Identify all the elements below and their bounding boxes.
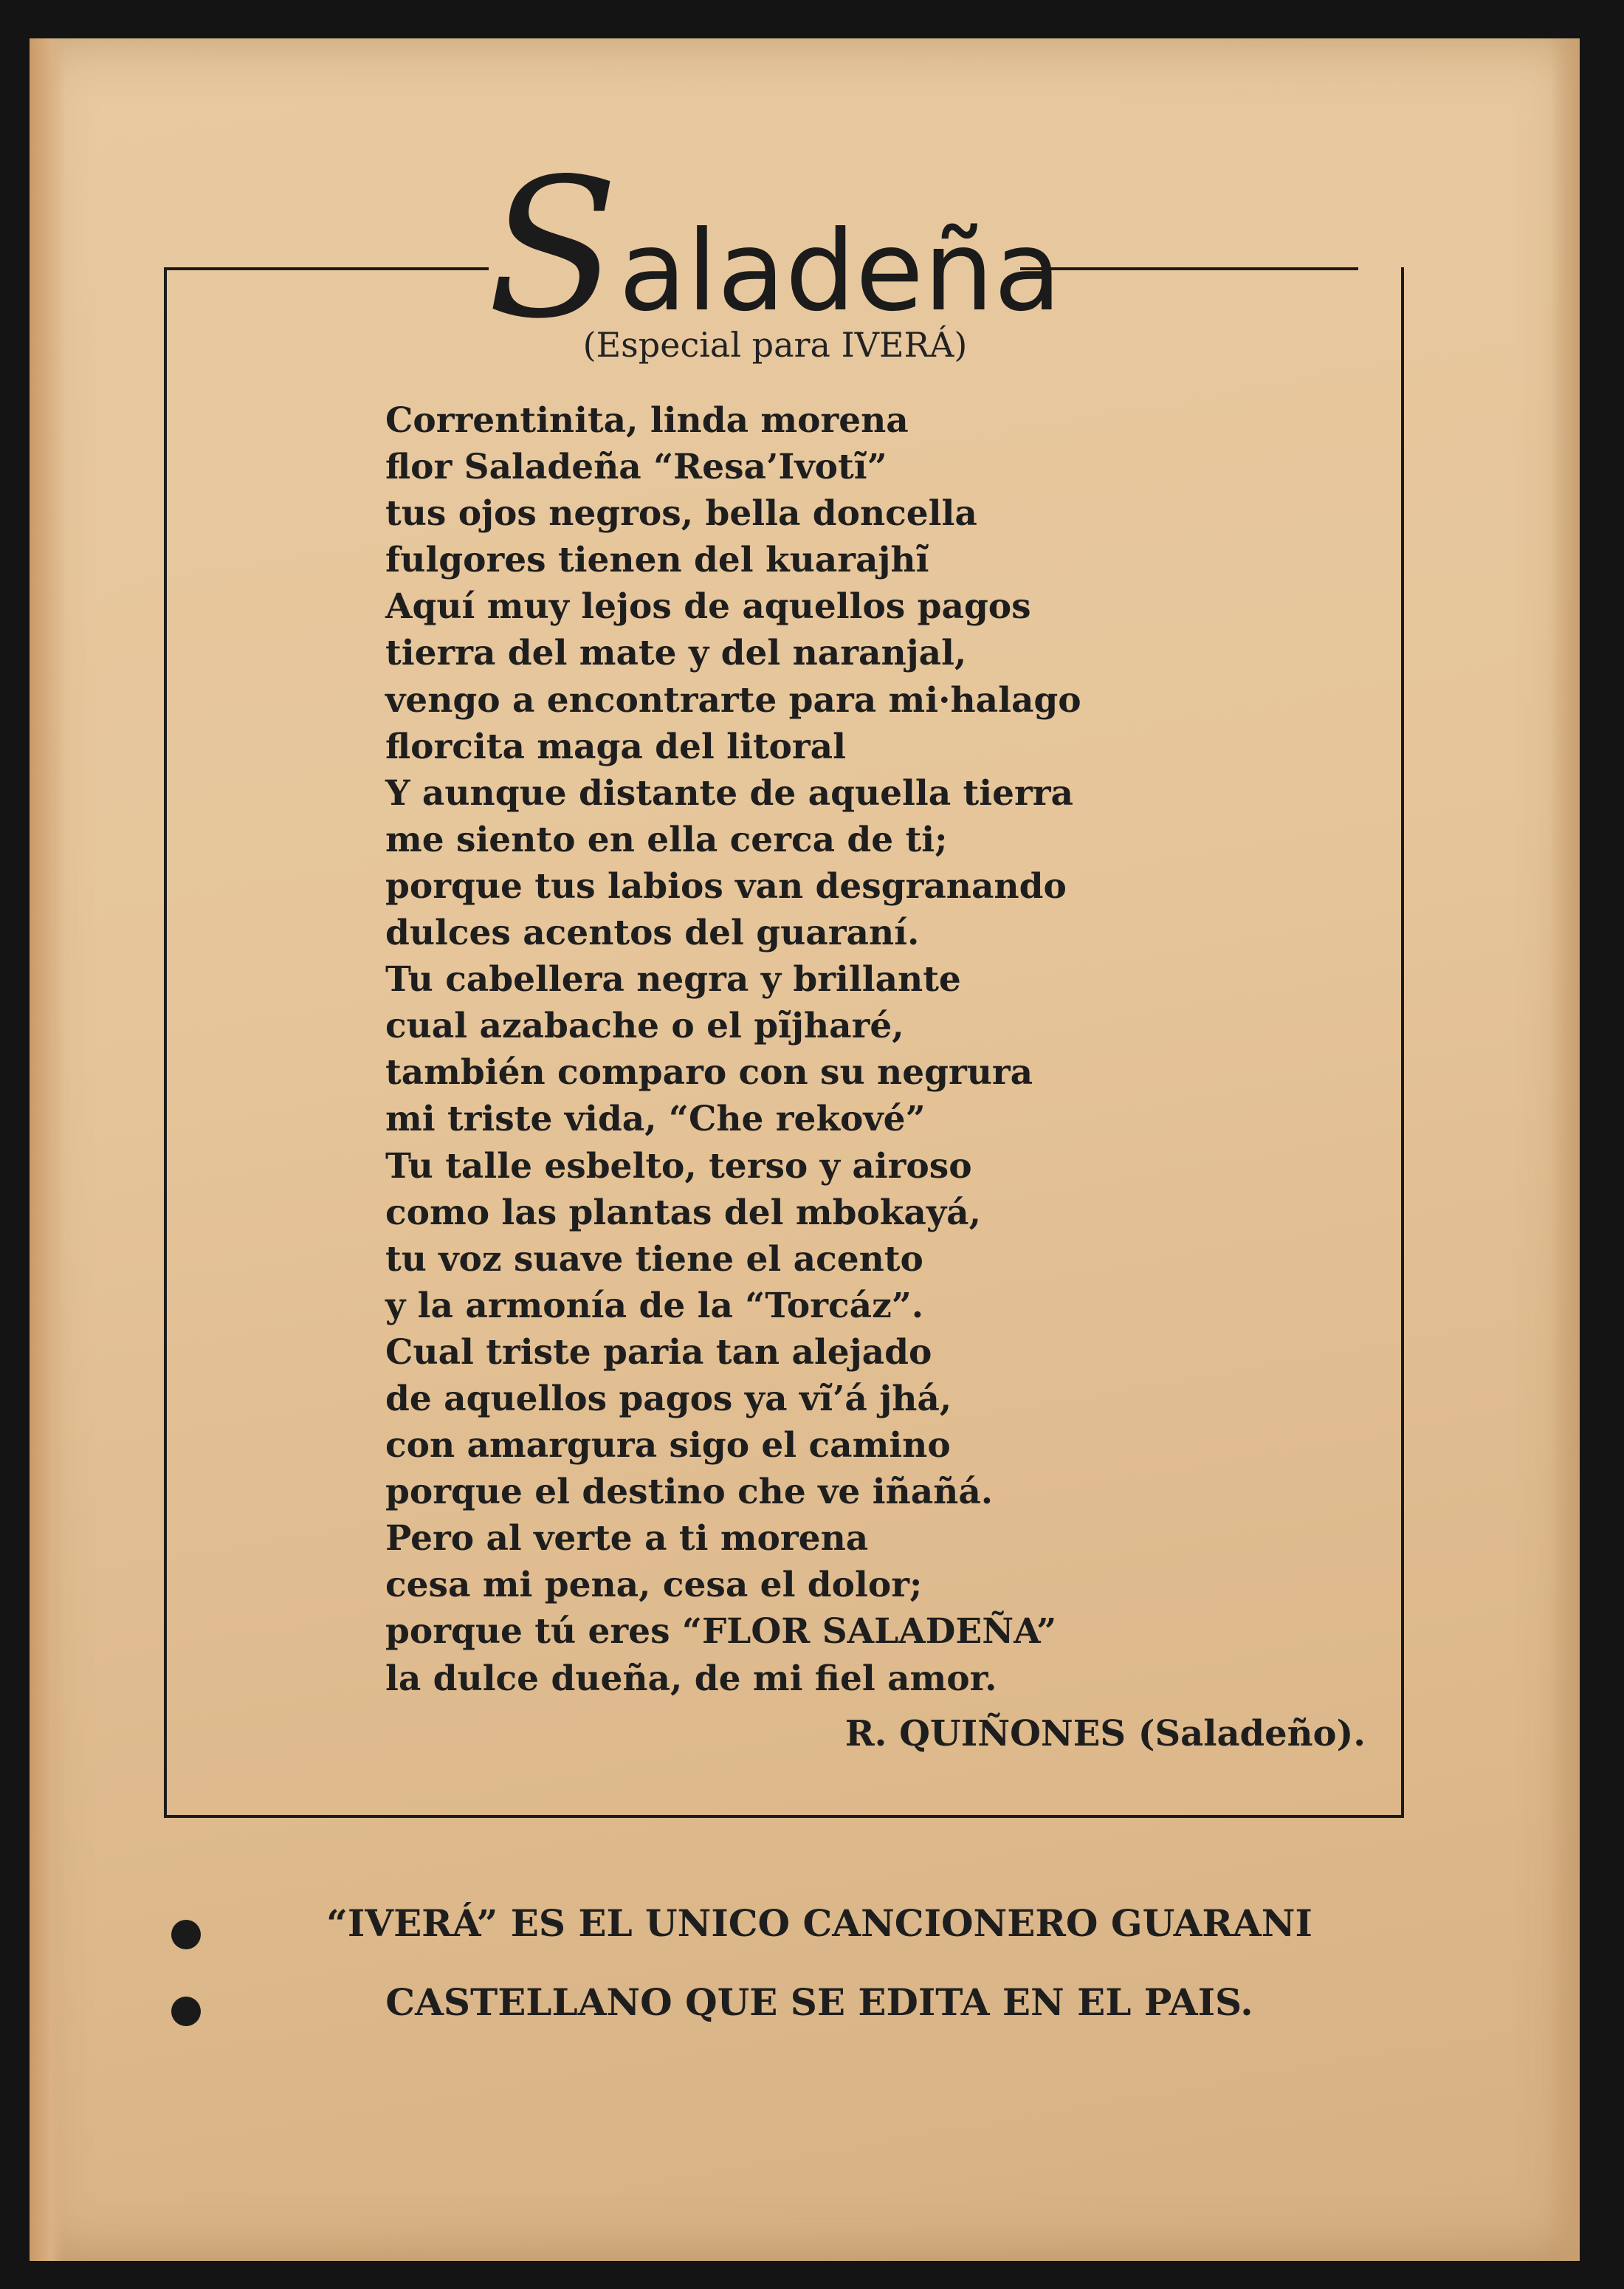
poem-line: la dulce dueña, de mi fiel amor. <box>385 1658 997 1699</box>
title-initial: S <box>487 138 619 361</box>
poem-line: vengo a encontrarte para mi·halago <box>385 679 1081 721</box>
poem-line: cual azabache o el pĩjharé, <box>385 1006 904 1047</box>
poem-line: fulgores tienen del kuarajhĩ <box>385 540 929 581</box>
poem-line: flor Saladeña “Resa’Ivotĩ” <box>385 447 887 488</box>
poem-line: cesa mi pena, cesa el dolor; <box>385 1565 923 1606</box>
poem-line: Y aunque distante de aquella tierra <box>385 772 1073 814</box>
poem-author: R. QUIÑONES (Saladeño). <box>844 1713 1366 1754</box>
poem-line: porque el destino che ve iñañá. <box>385 1472 994 1513</box>
poem-line: tus ojos negros, bella doncella <box>385 493 977 535</box>
page-edge <box>1550 38 1580 2261</box>
poem-line: Pero al verte a ti morena <box>385 1518 869 1559</box>
poem-line: porque tus labios van desgranando <box>385 865 1067 907</box>
poem-line: mi triste vida, “Che rekové” <box>385 1099 926 1140</box>
bullet-icon <box>171 1920 201 1949</box>
poem-line: con amargura sigo el camino <box>385 1425 951 1466</box>
poem-line: me siento en ella cerca de ti; <box>385 819 948 860</box>
poem-line: Aquí muy lejos de aquellos pagos <box>385 586 1031 628</box>
poem-line: y la armonía de la “Torcáz”. <box>385 1285 924 1326</box>
poem-line: dulces acentos del guaraní. <box>385 913 920 954</box>
book-spine <box>30 38 65 2261</box>
poem-body <box>385 397 1301 1702</box>
notice-line-1: “IVERÁ” ES EL UNICO CANCIONERO GUARANI <box>326 1901 1312 1945</box>
poem-line: también comparo con su negrura <box>385 1052 1033 1094</box>
poem-line: Correntinita, linda morena <box>385 400 909 441</box>
poem-line: tu voz suave tiene el acento <box>385 1238 923 1280</box>
bullet-icon <box>171 1997 201 2026</box>
poem-line: de aquellos pagos ya vĩ’á jhá, <box>385 1378 952 1419</box>
title-rest: aladeña <box>619 207 1062 336</box>
poem-line: Tu talle esbelto, terso y airoso <box>385 1145 972 1187</box>
poem-line: Tu cabellera negra y brillante <box>385 959 961 1001</box>
notice-line-2: CASTELLANO QUE SE EDITA EN EL PAIS. <box>385 1980 1253 2024</box>
poem-line: florcita maga del litoral <box>385 726 846 767</box>
poem-subtitle: (Especial para IVERÁ) <box>582 325 968 365</box>
poem-line: como las plantas del mbokayá, <box>385 1192 981 1233</box>
poem-line: Cual triste paria tan alejado <box>385 1331 932 1373</box>
poem-line: porque tú eres “FLOR SALADEÑA” <box>385 1611 1057 1653</box>
poem-line: tierra del mate y del naranjal, <box>385 633 967 674</box>
